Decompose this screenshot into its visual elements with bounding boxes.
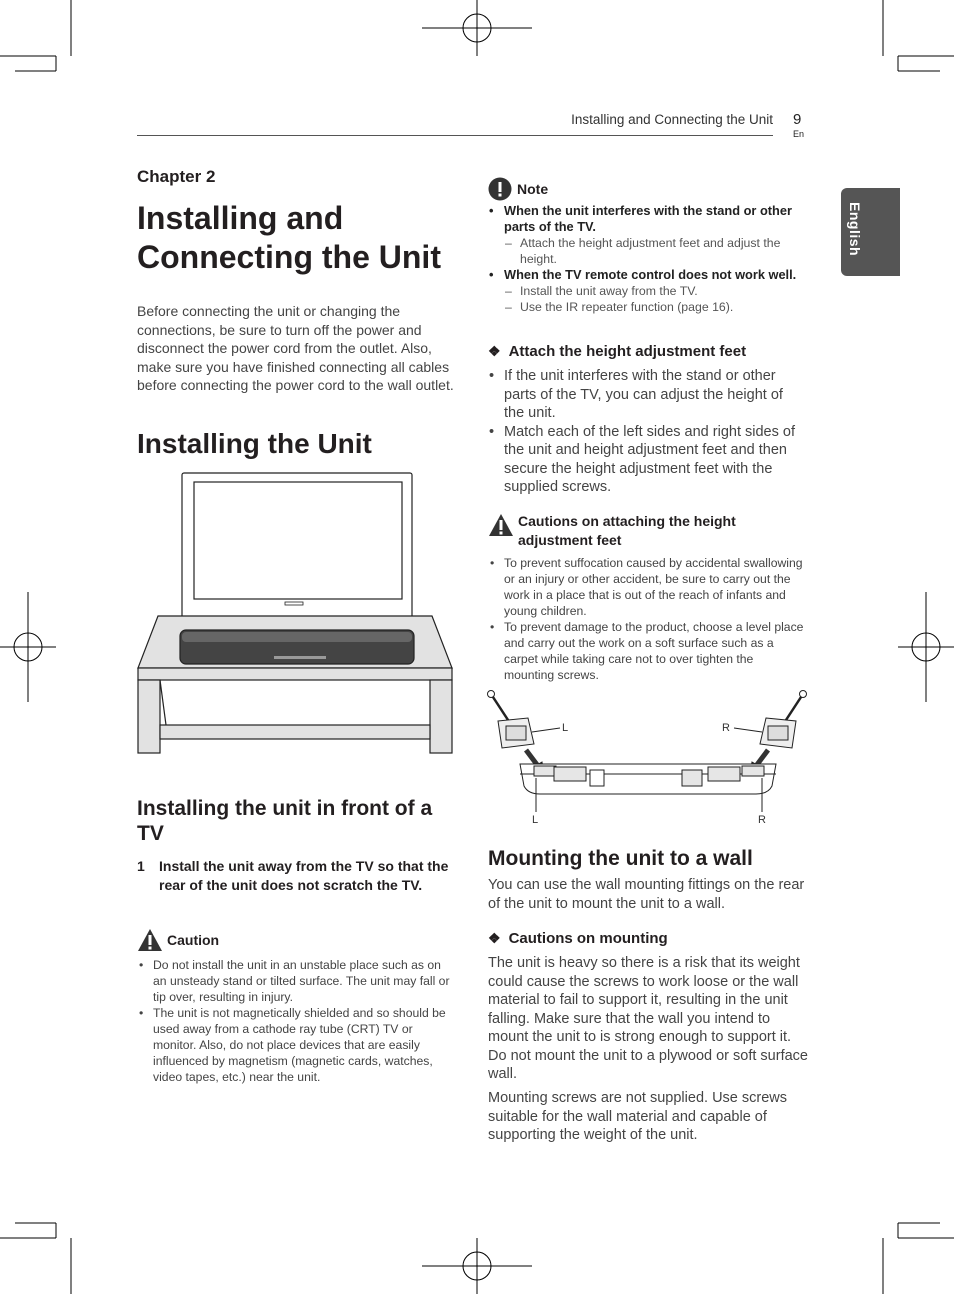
- intro-paragraph: Before connecting the unit or changing the connections, be sure to turn off the power and disconnect the power cord from the outlet. Also, make sure you have finished connecting all cables before connecting the power cord to the wall outlet.: [137, 303, 454, 393]
- wall-intro: You can use the wall mounting fittings on the rear of the unit to mount the unit to a wall.: [488, 877, 805, 912]
- attach-feet-title: Attach the height adjustment feet: [508, 343, 747, 360]
- warning-icon: [137, 928, 163, 952]
- caution-item: • The unit is not magnetically shielded and so should be used away from a cathode ray tube (CRT) TV or monitor. Also, do not place devices that are easily influenced by magnetism (magnetic cards, watches, video tapes, etc.) near the unit.: [137, 1005, 457, 1085]
- cautions-mounting-heading: [488, 930, 806, 947]
- mounting-paragraph-2: Mounting screws are not supplied. Use screws suitable for the wall material and capable of supporting the weight of the unit.: [488, 1090, 787, 1143]
- label-l-top: L: [562, 722, 569, 734]
- caution-feet-item: • To prevent suffocation caused by accidental swallowing or an injury or other accident, be sure to carry out the work in a place that is out of the reach of infants and young children.: [488, 555, 806, 619]
- caution-list: [137, 957, 457, 1085]
- page-title: Installing and Connecting the Unit: [137, 200, 441, 275]
- exclamation-icon: [488, 177, 512, 201]
- step-number: 1: [137, 858, 145, 874]
- caution-feet-block: [488, 512, 806, 683]
- caution-feet-list: [488, 555, 806, 683]
- caution-block: [137, 928, 457, 1085]
- attach-feet-heading: [488, 343, 806, 360]
- note-list: [488, 203, 806, 315]
- chapter-label: Chapter 2: [137, 167, 216, 186]
- diamond-bullet-icon: ❖: [488, 343, 501, 359]
- note-item: • When the unit interferes with the stand or other parts of the TV.: [488, 203, 806, 235]
- caution-label: Caution: [167, 932, 220, 948]
- label-r-bottom: R: [758, 814, 766, 826]
- running-header: Installing and Connecting the Unit: [571, 112, 773, 127]
- caution-feet-label: Cautions on attaching the height adjustment feet: [518, 513, 736, 548]
- caution-feet-heading: [488, 512, 806, 550]
- note-label: Note: [517, 181, 549, 197]
- note-heading: [488, 177, 806, 201]
- note-item: • When the TV remote control does not work well.: [488, 267, 806, 283]
- caution-feet-item: • To prevent damage to the product, choose a level place and carry out the work on a soft surface such as a carpet while taking care not to over tighten the mounting screws.: [488, 619, 806, 683]
- wall-heading: Mounting the unit to a wall: [488, 847, 753, 870]
- cautions-mounting-title: Cautions on mounting: [508, 930, 668, 947]
- header-rule: [137, 135, 773, 136]
- mounting-paragraph-1: The unit is heavy so there is a risk that its weight could cause the screws to work loose or the wall material to fail to support it, resulting in the unit falling. Make sure that the wall you intend to mount the unit to is strong enough to support it. Do not mount the unit to a plywood or soft surface wall.: [488, 955, 808, 1082]
- warning-icon: [488, 513, 514, 537]
- caution-heading: [137, 928, 457, 952]
- diamond-bullet-icon: ❖: [488, 930, 501, 946]
- step-1: [137, 857, 457, 895]
- attach-feet-item: • Match each of the left sides and right sides of the unit and height adjustment feet and then secure the height adjustment feet with the supplied screws.: [488, 423, 806, 497]
- attach-feet-item: • If the unit interferes with the stand or other parts of the TV, you can adjust the height of the unit.: [488, 367, 806, 423]
- label-l-bottom: L: [532, 814, 539, 826]
- section-title: Installing the Unit: [137, 428, 372, 459]
- label-r-top: R: [722, 722, 730, 734]
- note-subitem: – Attach the height adjustment feet and adjust the height.: [488, 235, 806, 267]
- note-subitem: – Install the unit away from the TV.: [488, 283, 806, 299]
- tv-on-stand-illustration: [136, 470, 456, 760]
- language-code: En: [793, 129, 805, 139]
- language-tab-label: English: [847, 202, 863, 257]
- height-feet-illustration: [486, 688, 810, 830]
- caution-item: • Do not install the unit in an unstable place such as on an unsteady stand or tilted surface. The unit may fall or tip over, resulting in injury.: [137, 957, 457, 1005]
- front-of-tv-heading: Installing the unit in front of a TV: [137, 797, 433, 845]
- attach-feet-list: [488, 367, 806, 497]
- page-number: 9: [793, 111, 802, 128]
- step-text: Install the unit away from the TV so that the rear of the unit does not scratch the TV.: [159, 858, 449, 893]
- note-block: [488, 177, 806, 315]
- language-tab: [841, 188, 900, 276]
- note-subitem: – Use the IR repeater function (page 16).: [488, 299, 806, 315]
